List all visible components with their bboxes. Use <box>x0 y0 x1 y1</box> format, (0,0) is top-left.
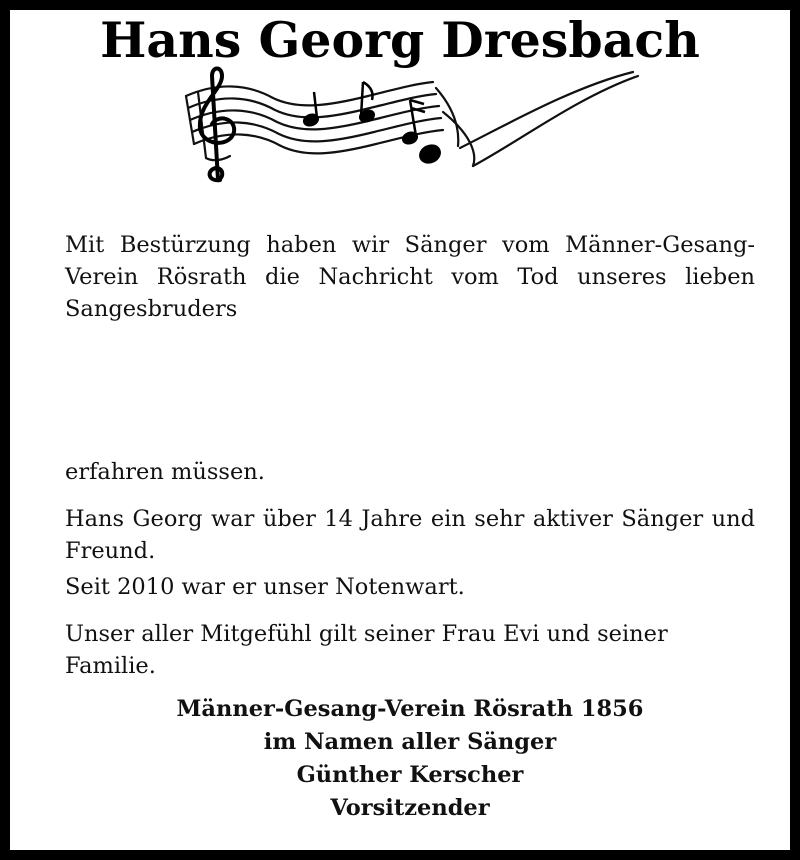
after-name-text: erfahren müssen. <box>65 459 265 485</box>
signature-block <box>20 693 800 825</box>
deceased-name: Hans Georg Dresbach <box>100 11 700 69</box>
intro-text: Mit Bestürzung haben wir Sänger vom Männer-Gesang-Verein Rösrath die Nachricht vom Tod unseres lieben Sangesbruders <box>65 232 755 322</box>
role-paragraph: Seit 2010 war er unser Notenwart. <box>65 574 465 600</box>
signature-organization: Männer-Gesang-Verein Rösrath 1856 <box>176 696 644 722</box>
signature-person: Günther Kerscher <box>296 762 524 788</box>
music-staff-ribbon-icon <box>178 62 648 188</box>
sympathy-paragraph: Unser aller Mitgefühl gilt seiner Frau Evi und seiner Familie. <box>65 621 668 679</box>
activity-paragraph: Hans Georg war über 14 Jahre ein sehr aktiver Sänger und Freund. <box>65 506 755 564</box>
signature-title: Vorsitzender <box>330 795 490 821</box>
signature-on-behalf: im Namen aller Sänger <box>263 729 557 755</box>
